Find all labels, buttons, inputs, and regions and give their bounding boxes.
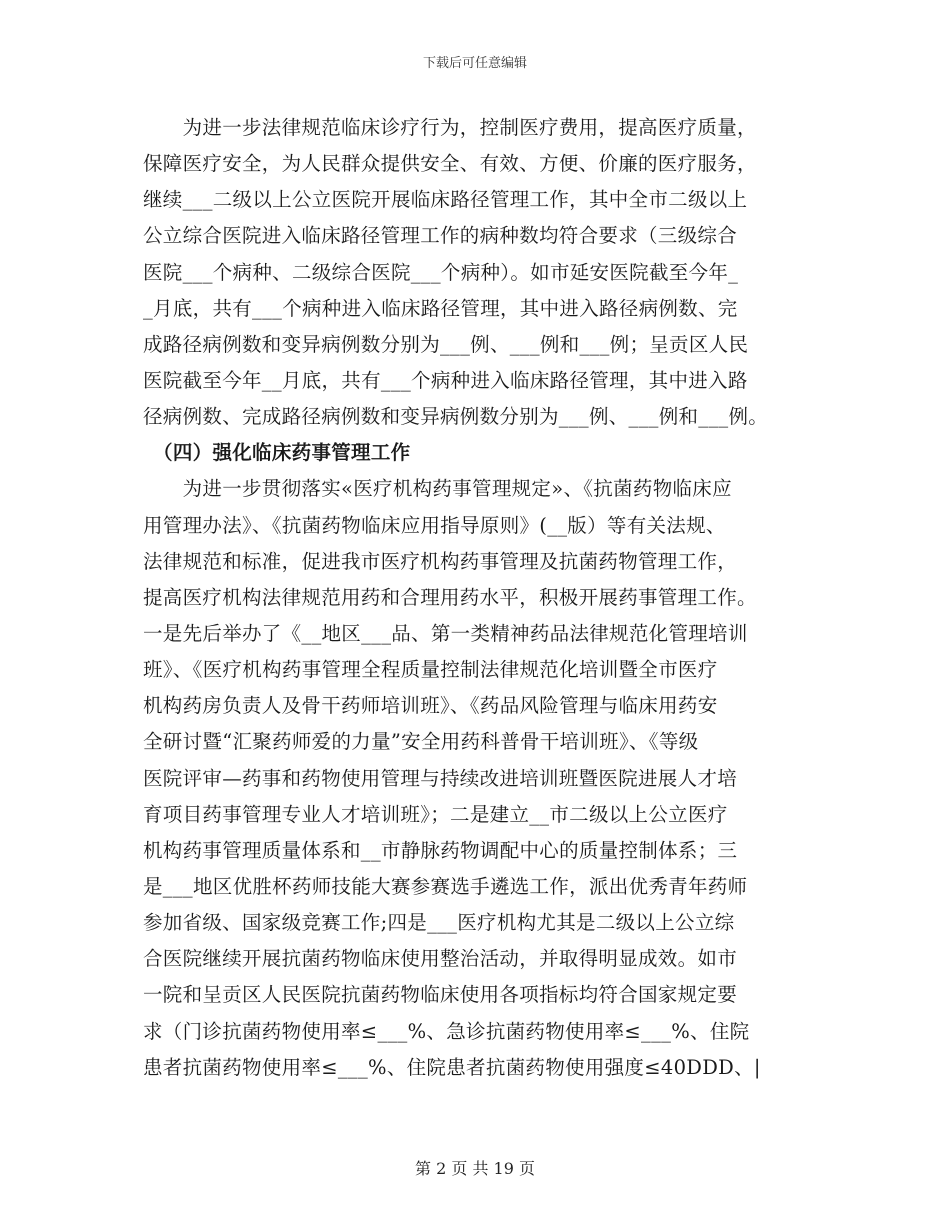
paragraph-line: 径病例数、完成路径病例数和变异病例数分别为___例、___例和___例。 [143, 405, 769, 429]
paragraph-line: 保障医疗安全，为人民群众提供安全、有效、方便、价廉的医疗服务， [143, 152, 757, 176]
paragraph-line: 医院___个病种、二级综合医院___个病种）。如市延安医院截至今年_ [143, 260, 739, 284]
paragraph-line: 提高医疗机构法律规范用药和合理用药水平，积极开展药事管理工作。 [143, 585, 757, 609]
paragraph-line: 是___地区优胜杯药师技能大赛参赛选手遴选工作，派出优秀青年药师 [143, 874, 748, 898]
paragraph-line: 一院和呈贡区人民医院抗菌药物临床使用各项指标均符合国家规定要 [143, 983, 738, 1007]
paragraph-line: 班》、《医疗机构药事管理全程质量控制法律规范化培训暨全市医疗 [143, 658, 718, 682]
paragraph-line: 医院评审—药事和药物使用管理与持续改进培训班暨医院进展人才培 [143, 766, 738, 790]
paragraph-line: 法律规范和标准，促进我市医疗机构药事管理及抗菌药物管理工作， [143, 549, 738, 573]
paragraph-line: 成路径病例数和变异病例数分别为___例、___例和___例；呈贡区人民 [143, 332, 749, 356]
paragraph-line: 医院截至今年__月底，共有___个病种进入临床路径管理，其中进入路 [143, 368, 748, 392]
paragraph-line: 合医院继续开展抗菌药物临床使用整治活动，并取得明显成效。如市 [143, 947, 738, 971]
paragraph-line: 用管理办法》、《抗菌药物临床应用指导原则》(__版）等有关法规、 [143, 513, 726, 537]
paragraph-line: 求（门诊抗菌药物使用率≤___%、急诊抗菌药物使用率≤___%、住院 [143, 1019, 750, 1043]
paragraph-line: 一是先后举办了《__地区___品、第一类精神药品法律规范化管理培训 [143, 621, 748, 645]
page-header: 下载后可任意编辑 [422, 56, 527, 71]
paragraph-line: 机构药房负责人及骨干药师培训班》、《药品风险管理与临床用药安 [143, 694, 718, 718]
paragraph-line: 育项目药事管理专业人才培训班》；二是建立__市二级以上公立医疗 [143, 802, 728, 826]
paragraph-line: 公立综合医院进入临床路径管理工作的病种数均符合要求（三级综合 [143, 224, 738, 248]
paragraph-line: 为进一步法律规范临床诊疗行为，控制医疗费用，提高医疗质量， [143, 116, 757, 139]
document-body [143, 110, 823, 1086]
paragraph-line: 为进一步贯彻落实«医疗机构药事管理规定»、《抗菌药物临床应 [143, 477, 732, 501]
paragraph-line: 参加省级、国家级竞赛工作;四是___医疗机构尤其是二级以上公立综 [143, 911, 735, 935]
paragraph-line: 全研讨暨“汇聚药师爱的力量”安全用药科普骨干培训班》、《等级 [143, 730, 699, 754]
section-heading: （四）强化临床药事管理工作 [143, 441, 411, 465]
paragraph-line: _月底，共有___个病种进入临床路径管理，其中进入路径病例数、完 [143, 296, 738, 320]
paragraph-line: 继续___二级以上公立医院开展临床路径管理工作，其中全市二级以上 [143, 188, 748, 212]
paragraph-line: 患者抗菌药物使用率≤___%、住院患者抗菌药物使用强度≤40DDD、| [143, 1055, 761, 1079]
paragraph-line: 机构药事管理质量体系和__市静脉药物调配中心的质量控制体系；三 [143, 838, 738, 862]
page-number: 第 2 页 共 19 页 [415, 1159, 535, 1178]
